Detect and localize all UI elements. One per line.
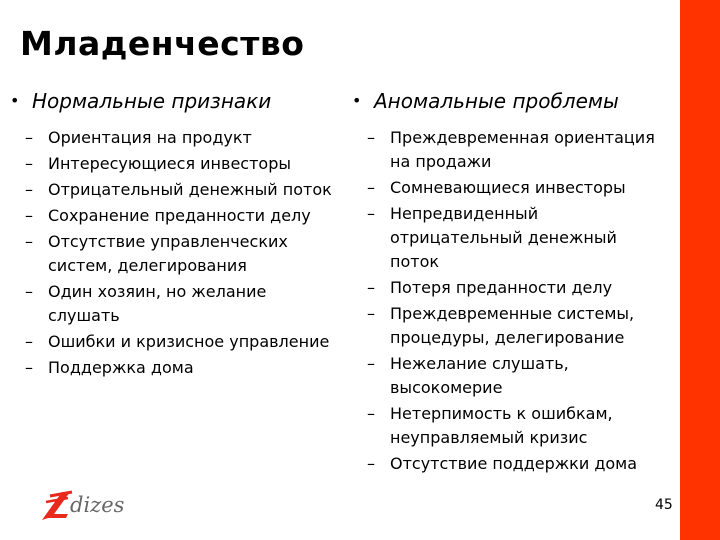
list-item: – Отсутствие поддержки дома [352,452,670,476]
dash-icon: – [367,204,375,223]
list-item: – Ориентация на продукт [10,126,340,150]
dash-icon: – [25,128,33,147]
list-item: – Поддержка дома [10,356,340,380]
list-item: – Сомневающиеся инвесторы [352,176,670,200]
heading-text: Нормальные признаки [32,89,272,113]
list-item: – Ошибки и кризисное управление [10,330,340,354]
slide-title: Младенчество [20,24,305,63]
dash-icon: – [367,354,375,373]
list-item: – Непредвиденный отрицательный денежный поток [352,202,670,274]
list-item: – Интересующиеся инвесторы [10,152,340,176]
dash-icon: – [367,304,375,323]
dash-icon: – [367,454,375,473]
list-item: – Сохранение преданности делу [10,204,340,228]
heading-text: Аномальные проблемы [374,89,619,113]
dash-icon: – [25,180,33,199]
list-item: – Отсутствие управленческих систем, делегирования [10,230,340,278]
logo-text: dizes [70,493,125,517]
list-item: – Отрицательный денежный поток [10,178,340,202]
bullet-icon: • [10,91,20,110]
bullet-icon: • [352,91,362,110]
list-item: – Один хозяин, но желание слушать [10,280,340,328]
dash-icon: – [25,232,33,251]
dash-icon: – [367,278,375,297]
normal-signs-column [10,88,340,382]
dash-icon: – [25,154,33,173]
page-number: 45 [655,497,673,513]
abnormal-problems-heading [352,88,670,114]
dash-icon: – [367,404,375,423]
dash-icon: – [25,332,33,351]
dash-icon: – [367,128,375,147]
normal-signs-heading [10,88,340,114]
dash-icon: – [25,282,33,301]
accent-side-bar [680,0,720,540]
list-item: – Нетерпимость к ошибкам, неуправляемый кризис [352,402,670,450]
dash-icon: – [25,358,33,377]
dash-icon: – [25,206,33,225]
adizes-logo [40,488,124,522]
list-item: – Нежелание слушать, высокомерие [352,352,670,400]
adizes-a-mark-icon [40,488,74,522]
dash-icon: – [367,178,375,197]
list-item: – Преждевременная ориентация на продажи [352,126,670,174]
list-item: – Потеря преданности делу [352,276,670,300]
list-item: – Преждевременные системы, процедуры, делегирование [352,302,670,350]
abnormal-problems-column [352,88,670,478]
